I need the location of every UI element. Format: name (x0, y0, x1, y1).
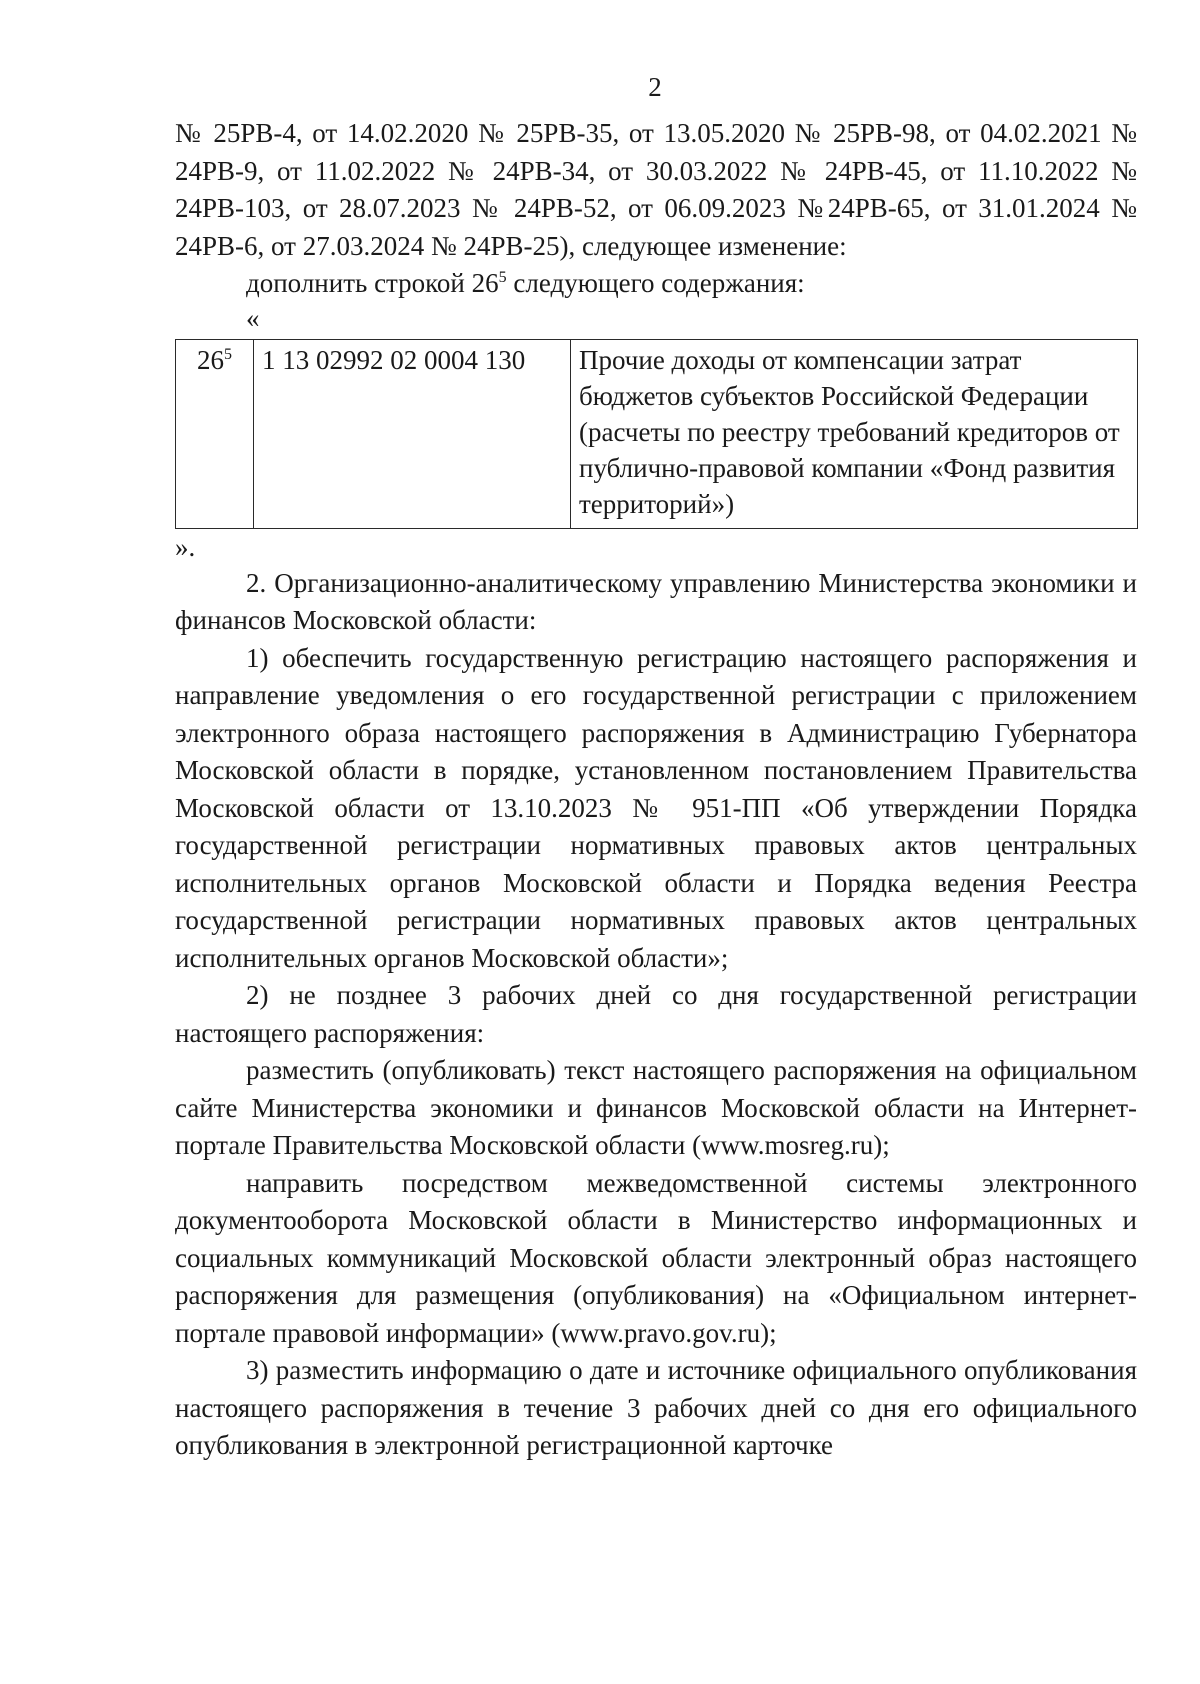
paragraph-2-item-1: 1) обеспечить государственную регистрацию настоящего распоряжения и направление уведомления о его государственной регистрации с приложением электронного образа настоящего распоряжения в Администрацию Губернатора Московской области в порядке, установленном постановлением Правительства Московской области от 13.10.2023 № 951-ПП «Об утверждении Порядка государственной регистрации нормативных правовых актов центральных исполнительных органов Московской области и Порядка ведения Реестра государственной регистрации нормативных правовых актов центральных исполнительных органов Московской области»; (175, 642, 1137, 973)
supplement-prefix: дополнить строкой 26 (246, 268, 499, 298)
supplement-superscript: 5 (498, 269, 507, 286)
code-cell: 1 13 02992 02 0004 130 (254, 339, 571, 528)
row-number: 26 (197, 344, 224, 375)
paragraph-2-item-2-send: направить посредством межведомственной системы электронного документооборота Московской области в Министерство информационных и социальных коммуникаций Московской области электронный образ настоящего распоряжения для размещения (опубликования) на «Официальном интернет-портале правовой информации» (www.pravo.gov.ru); (175, 1167, 1137, 1348)
paragraph-2-item-3: 3) разместить информацию о дате и источнике официального опубликования настоящего распоряжения в течение 3 рабочих дней со дня его официального опубликования в электронной регистрационной карточке (175, 1355, 1137, 1460)
row-number-superscript: 5 (224, 345, 232, 363)
paragraph-2-item-2-publish: разместить (опубликовать) текст настоящего распоряжения на официальном сайте Министерства экономики и финансов Московской области на Интернет-портале Правительства Московской области (www.mosreg.ru); (175, 1055, 1137, 1160)
intro-paragraph: № 25РВ-4, от 14.02.2020 № 25РВ-35, от 13.05.2020 № 25РВ-98, от 04.02.2021 № 24РВ-9, от 11.02.2022 № 24РВ-34, от 30.03.2022 № 24РВ-45, от 11.10.2022 № 24РВ-103, от 28.07.2023 № 24РВ-52, от 06.09.2023 №24РВ-65, от 31.01.2024 № 24РВ-6, от 27.03.2024 № 24РВ-25), следующее изменение: (175, 118, 1137, 261)
table-row (176, 339, 1138, 528)
supplement-line (175, 265, 1137, 303)
quote-close-mark: ». (175, 531, 196, 562)
description-cell: Прочие доходы от компенсации затрат бюджетов субъектов Российской Федерации (расчеты по реестру требований кредиторов от публично-правовой компании «Фонд развития территорий») (571, 339, 1138, 528)
row-number-cell (176, 339, 254, 528)
document-body (175, 115, 1137, 1465)
quote-open-mark: « (246, 302, 260, 333)
amendment-table (175, 339, 1138, 529)
supplement-suffix: следующего содержания: (506, 268, 805, 298)
paragraph-2-item-2: 2) не позднее 3 рабочих дней со дня государственной регистрации настоящего распоряжения: (175, 980, 1137, 1048)
page-number: 2 (648, 72, 662, 102)
paragraph-2: 2. Организационно-аналитическому управлению Министерства экономики и финансов Московской области: (175, 567, 1137, 635)
